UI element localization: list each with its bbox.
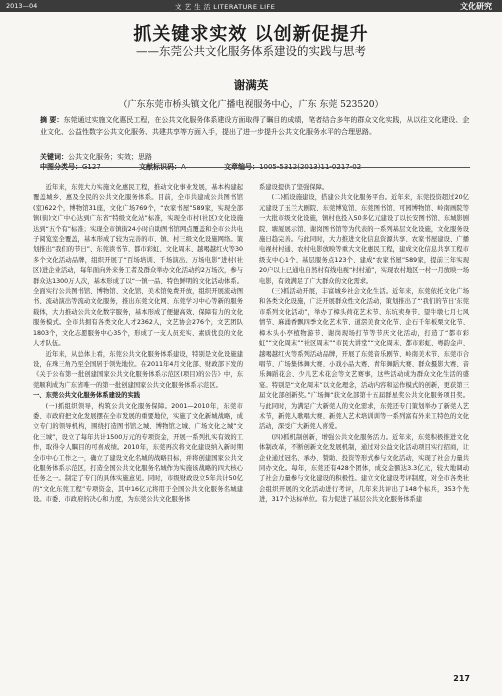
- article-id-value: 1005-5312(2013)11-0217-02: [259, 163, 362, 171]
- body-column-left: [33, 183, 243, 506]
- paragraph: (四)抓机制创新，增强公共文化服务活力。近年来，东莞积极推进文化体制改革，不断创新文化发展机制，通过对公益文化活动项目实行招商，让企业通过冠名、承办、赞助、投资等形式参与文化活动，实现了社会力量共同办文化。每年，东莞还有428个团体，成交金额达3.3亿元，较大地调动了社会力量参与文化建设的积极性。建立文化建设考评制度，对全市各类社会组织开展的文化活动进行考评，几年来共评出了148个标兵，353个先进，317个达标单位。有力促进了基层公共文化服务体系建: [259, 433, 469, 504]
- paragraph: (二)抓设施建设，搭建公共文化服务平台。近年来，东莞投资超过20亿元建设了玉兰大剧院、东莞博览馆、东莞图书馆、可园博物馆、岭南画院等一大批市级文化设施，镇村也投入50多亿元建设了以长安图书馆、东城影剧院、塘厦展示馆、谢岗图书馆等为代表的一系列基层文化设施，文化服务设施日趋完善。与此同时，大力推进文化信息资源共享、农家书屋建设、广播电视村村通、农村电影放映等重大文化惠民工程，建成文化信息共享工程市级支中心1个、基层服务点123个、建成“农家书屋”589家，提前三年实现20户以上已通电自然村有线电视“村村通”，实现农村地区一村一月放映一场电影，有效满足了广大群众的文化需求。: [259, 194, 469, 285]
- clc-label: 中图分类号：: [40, 163, 82, 171]
- journal-name: 文 艺 生 活 LITERATURE LIFE: [175, 3, 276, 11]
- paragraph: (一)抓组织领导，构筑公共文化服务保障。2001—2010年，东莞市委、市政府把文化发展摆在全市发展的重要地位，实施了文化新城战略，成立专门的领导机构，围绕打造图书馆之城、博物馆之城、广场文化之城“文化三城”，设立了每年共计1500万元的专项资金，开展一系列扎实有效的工作，取得令人瞩目的可喜成绩。2010年，东莞再次将文化建设纳入新时期全市中心工作之一，确立了建设文化名城的战略目标，并将创建国家公共文化服务体系示范区，打造全国公共文化服务名城作为实施该战略的四大核心任务之一。制定了专门的具体实施意见。同时，市级财政设立5年共计50亿的“文化东莞工程”专项资金，其中16亿元将用于全国公共文化服务名城建设。市委、市政府的决心和力度，为东莞公共文化服务体: [33, 402, 243, 504]
- issue-label: 2013—04: [6, 2, 38, 10]
- paragraph: 近年来，从总体上看，东莞公共文化服务体系建设，特别是文化设施建设，在珠三角乃至全国居于领先地位。在2011年4月文化部、财政部下发的《关于公布第一批创建国家公共文化服务体系示范区(项目)的公告》中，东莞顺利成为广东省唯一的第一批创建国家公共文化服务体系示范区。: [33, 350, 243, 389]
- keywords-line: [40, 152, 480, 162]
- paragraph: 近年来，东莞大力实施文化惠民工程，推动文化事业发展，基本构建起覆盖城乡、惠及全民的公共文化服务体系。目前，全市共建成公共图书馆(室)622个，博物馆31座，文化广场769个，“农家书屋”589家，实现全部镇(街)文广中心达到广东省“特级文化站”标准，实现全市村(社区)文化设施达到“五个有”标准；实现全市镇街24小时自助图书馆网点覆盖和全市公共电子阅览室全覆盖，基本形成了较为完善的市、镇、村三级文化设施网络。策划推出“我们的节日”、东莞读书节、都市彩虹、文化周末、越喝越红火等30多个文化活动品牌，组织开展了“百场培训、千场演出、万场电影”进村(社区)进企业活动，每年面向外来务工者及群众举办文化活动约2万场次，参与群众达1300万人次，基本形成了以“一镇一品、特色鲜明的文化活动体系。全面实行公共图书馆、博物馆、文化馆、美术馆免费开放，组织开展流动图书、流动演出等流动文化服务，推出东莞文化网、东莞学习中心等新的服务载体，大力推动公共文化数字服务，基本形成了便捷高效、保障有力的文化服务模式。全市共拥有各类文化人才2362人，文艺协会276个，文艺团队1803个，文化志愿服务中心35个，形成了一支人员充实、素质优良的文化人才队伍。: [33, 184, 243, 348]
- doc-code-label: 文献标识码：: [139, 163, 182, 171]
- abstract-text: 东莞通过实施文化惠民工程，在公共文化服务体系建设方面取得了瞩目的成绩，笔者结合多年的群众文化实践，从以往文化建设、企业文化、公益性数字公共文化服务、共建共享等方面入手，提出了进一步提升公共文化服务水平的合理思路。: [40, 116, 470, 136]
- abstract-label: 摘 要：: [40, 116, 64, 124]
- doc-code-value: A: [181, 163, 186, 171]
- paragraph: 系建设提供了坚强保障。: [259, 184, 329, 191]
- author-name: 谢满英: [233, 78, 269, 92]
- keywords-label: 关键词：: [40, 153, 68, 161]
- article-title: 抓关键求实效 以创新促提升: [133, 24, 369, 45]
- article-meta: [40, 152, 480, 172]
- section-heading: 一、东莞公共文化服务体系建设的实践: [33, 392, 141, 400]
- clc-value: G127: [82, 163, 101, 171]
- author-affiliation: （广东东莞市桥头镇文化广播电视服务中心，广东 东莞 523520）: [118, 100, 384, 110]
- body-column-right: [259, 183, 469, 506]
- divider: [40, 167, 470, 168]
- journal-header-bar: [0, 0, 502, 12]
- article-id-label: 文章编号：: [224, 163, 260, 171]
- abstract-block: [40, 114, 470, 138]
- keywords-text: 公共文化服务；实效；思路: [68, 153, 152, 161]
- paragraph: (三)抓活动开展，丰富城乡社会文化生活。近年来，东莞依托文化广场和各类文化设施，广泛开展群众性文化活动，策划推出了“‘我们的节日’东莞市系列文化活动”，举办了樟头荷花艺术节、东坑卖身节、望牛墩七月七风情节、麻涌香飘四季文化艺术节、道滘美食文化节、企石千年板栗文化节、樟木头小亭植物游节、谢岗现场打节等节庆文化活动，打造了“都市彩虹”“文化周末”“社区周末”“市民大讲堂”“文化周末、都市彩虹、粤韵金声、越喝越红火等系列活动品牌，开展了东莞音乐剧节、岭南美术节、东莞市合唱节、广场集体舞大赛、小戏小品大赛、青年舞蹈大赛、群众摄影大赛、音乐舞蹈花会、少儿艺术花会等文艺赛事，这些活动成为群众文化生活的盛宴。特别是“文化周末”以文化理念，活动内容和运作模式的创新，更获第三届文化部创新奖。”广场舞“获文化部第十五届群星奖公共文化服务项目奖。与此同时，为满足广大新莞人的文化需求，东莞还专门策划举办了新莞人艺术节，新莞人歌唱大赛、新莞人艺术培训训等一系列富有外来工特色的文化活动，深受广大新莞人喜爱。: [259, 288, 469, 431]
- article-subtitle: ——东莞公共文化服务体系建设的实践与思考: [136, 44, 366, 58]
- section-name: 文化研究: [460, 1, 492, 11]
- page-number: 217: [453, 674, 470, 683]
